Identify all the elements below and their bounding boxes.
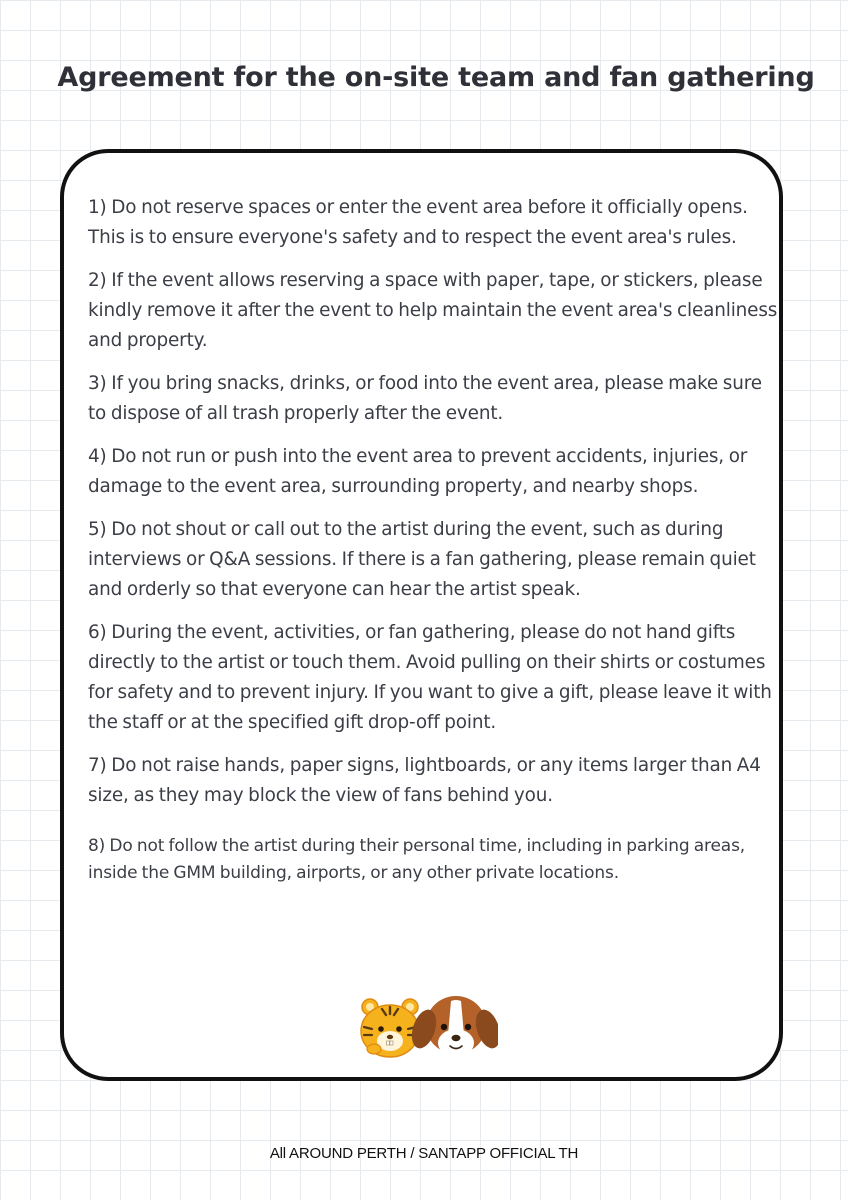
- mascot-illustration: [358, 991, 498, 1061]
- rule-item: 5) Do not shout or call out to the artist during the event, such as during interviews or Q&A sessions. If there is a fan gathering, please remain quiet and orderly so that everyone can hear the artist speak.: [88, 519, 756, 600]
- rule-item: 6) During the event, activities, or fan gathering, please do not hand gifts directly to the artist or touch them. Avoid pulling on their shirts or costumes for safety and to prevent injury. If you want to give a gift, please leave it with the staff or at the specified gift drop-off point.: [88, 622, 772, 733]
- tiger-mascot-icon: [361, 999, 419, 1057]
- page-title: Agreement for the on-site team and fan gathering: [57, 62, 815, 93]
- rules-list: [88, 193, 778, 900]
- rule-item: 4) Do not run or push into the event area to prevent accidents, injuries, or damage to the event area, surrounding property, and nearby shops.: [88, 446, 748, 497]
- rule-item: 2) If the event allows reserving a space with paper, tape, or stickers, please kindly remove it after the event to help maintain the event area's cleanliness and property.: [88, 270, 778, 351]
- rule-item: 1) Do not reserve spaces or enter the event area before it officially opens. This is to ensure everyone's safety and to respect the event area's rules.: [88, 197, 748, 248]
- beagle-dog-mascot-icon: [407, 996, 498, 1057]
- rules-card: [60, 149, 783, 1081]
- rule-item: 7) Do not raise hands, paper signs, lightboards, or any items larger than A4 size, as they may block the view of fans behind you.: [88, 755, 761, 806]
- rule-item: 8) Do not follow the artist during their personal time, including in parking areas, inside the GMM building, airports, or any other private locations.: [88, 836, 746, 883]
- footer-credit: All AROUND PERTH / SANTAPP OFFICIAL TH: [269, 1145, 579, 1162]
- rule-item: 3) If you bring snacks, drinks, or food into the event area, please make sure to dispose of all trash properly after the event.: [88, 373, 762, 424]
